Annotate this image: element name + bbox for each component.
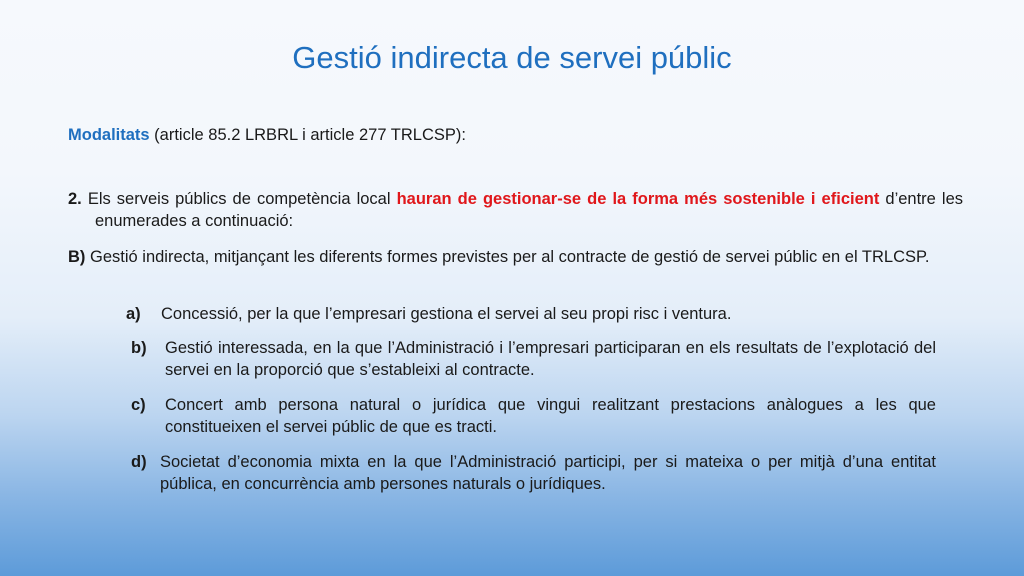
item-a-marker: a) [126, 305, 141, 323]
item-c-text: Concert amb persona natural o jurídica que vingui realitzant prestacions anàlogues a les que constitueixen el servei públic de que es tracti. [165, 396, 936, 436]
point-2-number: 2. [68, 190, 82, 208]
intro-text: (article 85.2 LRBRL i article 277 TRLCSP): [149, 126, 466, 144]
list-item-d [131, 451, 936, 495]
point-2-highlight: hauran de gestionar-se de la forma més sostenible i eficient [396, 190, 880, 208]
item-d-marker: d) [131, 453, 147, 471]
item-b-text: Gestió interessada, en la que l’Administració i l’empresari participaran en els resultats de l’explotació del servei en la proporció que s’estableixi al contracte. [165, 339, 936, 379]
point-2-text-before: Els serveis públics de competència local [81, 190, 397, 208]
point-b-marker: B) [68, 248, 86, 266]
modalitats-label: Modalitats [68, 126, 150, 144]
item-c-marker: c) [131, 396, 146, 414]
list-item-b [131, 337, 936, 381]
item-b-marker: b) [131, 339, 147, 357]
point-2-text-after: d’entre les enumerades a continuació: [95, 190, 963, 230]
point-b-paragraph [68, 246, 963, 268]
item-a-text: Concessió, per la que l’empresari gestiona el servei al seu propi risc i ventura. [161, 305, 732, 323]
slide-title: Gestió indirecta de servei públic [292, 40, 732, 75]
list-item-c [131, 394, 936, 438]
list-item-a [126, 303, 936, 325]
point-2-paragraph [68, 188, 963, 232]
intro-line [68, 124, 938, 146]
point-b-text: Gestió indirecta, mitjançant les diferents formes previstes per al contracte de gestió de servei públic en el TRLCSP. [85, 248, 930, 266]
item-d-text: Societat d’economia mixta en la que l’Administració participi, per si mateixa o per mitjà d’una entitat pública, en concurrència amb persones naturals o jurídiques. [160, 453, 936, 493]
